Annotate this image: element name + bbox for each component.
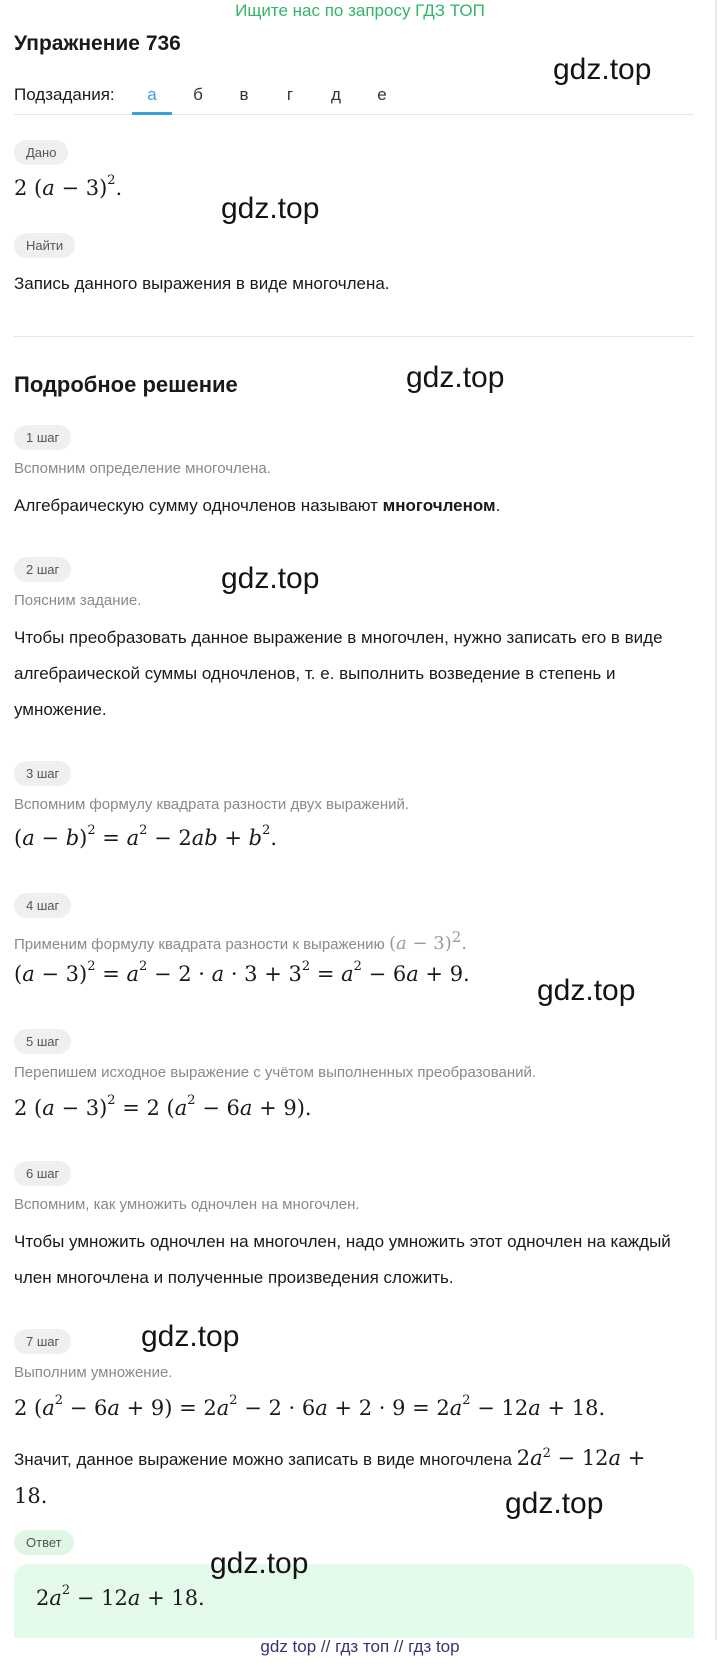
- tab-e[interactable]: е: [377, 85, 387, 104]
- given-expression: 2 $(a - 3)^2$.: [14, 173, 123, 200]
- answer-box: [14, 1564, 694, 1638]
- step-3-pill: 3 шаг: [14, 761, 71, 786]
- answer-pill: Ответ: [14, 1530, 74, 1555]
- page-title: Упражнение 736: [14, 32, 181, 55]
- watermark: gdz.top: [406, 361, 505, 394]
- step-2-pill: 2 шаг: [14, 557, 71, 582]
- find-text: Запись данного выражения в виде многочлена.: [14, 274, 390, 293]
- step-7-pill: 7 шаг: [14, 1329, 71, 1354]
- watermark: gdz.top: [141, 1320, 240, 1353]
- watermark: gdz.top: [553, 53, 652, 86]
- step-7-hint: Выполним умножение.: [14, 1364, 173, 1381]
- find-pill: Найти: [14, 233, 75, 258]
- step-1-text: Алгебраическую сумму одночленов называют многочленом.: [14, 496, 501, 515]
- tab-g[interactable]: г: [286, 85, 294, 104]
- step-6-text: Чтобы умножить одночлен на многочлен, надо умножить этот одночлен на каждый член многочлена и полученные произведения сложить.: [14, 1232, 671, 1287]
- step-7-conclusion: Значит, данное выражение можно записать в виде многочлена $2a^2 - 12a$ + 18.: [14, 1446, 646, 1508]
- tab-v[interactable]: в: [239, 85, 249, 104]
- answer-expression: $2a^2 - 12a + 18$.: [36, 1583, 205, 1610]
- step-3-formula: $(a - b)^2 = a^2 - 2ab + b^2$.: [14, 823, 278, 850]
- step-4-formula: $(a - 3)^2 = a^2 - 2 \cdot a \cdot 3 + 3^2 = a^2 - 6a + 9$.: [14, 959, 470, 986]
- tab-b[interactable]: б: [193, 85, 203, 104]
- solution-title: Подробное решение: [14, 372, 238, 397]
- subtask-tabs-label: Подзадания:: [14, 85, 115, 104]
- step-5-pill: 5 шаг: [14, 1029, 71, 1054]
- watermark: gdz.top: [210, 1547, 309, 1580]
- step-6-hint: Вспомним, как умножить одночлен на многочлен.: [14, 1196, 360, 1213]
- step-1-pill: 1 шаг: [14, 425, 71, 450]
- step-2-text: Чтобы преобразовать данное выражение в многочлен, нужно записать его в виде алгебраической суммы одночленов, т. е. выполнить возведение в степень и умножение.: [14, 628, 663, 719]
- watermark: gdz.top: [221, 562, 320, 595]
- search-banner: Ищите нас по запросу ГДЗ ТОП: [235, 1, 485, 20]
- watermark: gdz.top: [505, 1487, 604, 1520]
- step-3-hint: Вспомним формулу квадрата разности двух выражений.: [14, 796, 410, 813]
- step-5-hint: Перепишем исходное выражение с учётом выполненных преобразований.: [14, 1064, 537, 1081]
- step-6-pill: 6 шаг: [14, 1161, 71, 1186]
- step-2-hint: Поясним задание.: [14, 592, 142, 609]
- watermark: gdz.top: [221, 192, 320, 225]
- step-1-hint: Вспомним определение многочлена.: [14, 460, 271, 477]
- step-5-formula: 2 $(a - 3)^2 = 2$ $(a^2 - 6a + 9)$.: [14, 1093, 312, 1120]
- footer-links[interactable]: gdz top // гдз топ // гдз top: [260, 1637, 460, 1656]
- step-4-hint: Применим формулу квадрата разности к выражению $(a - 3)^2$.: [14, 928, 468, 954]
- step-7-formula: 2 $(a^2 - 6a + 9) = 2a^2 - 2 \cdot 6a + 2 \cdot 9 = 2a^2 - 12a + 18$.: [14, 1393, 606, 1420]
- watermark: gdz.top: [537, 974, 636, 1007]
- step-4-pill: 4 шаг: [14, 893, 71, 918]
- tab-a[interactable]: а: [132, 83, 172, 115]
- page-edge-line: [715, 0, 717, 1640]
- tab-d[interactable]: д: [331, 85, 341, 104]
- given-pill: Дано: [14, 140, 68, 165]
- subtask-tabs: [14, 83, 694, 115]
- section-divider: [14, 336, 694, 337]
